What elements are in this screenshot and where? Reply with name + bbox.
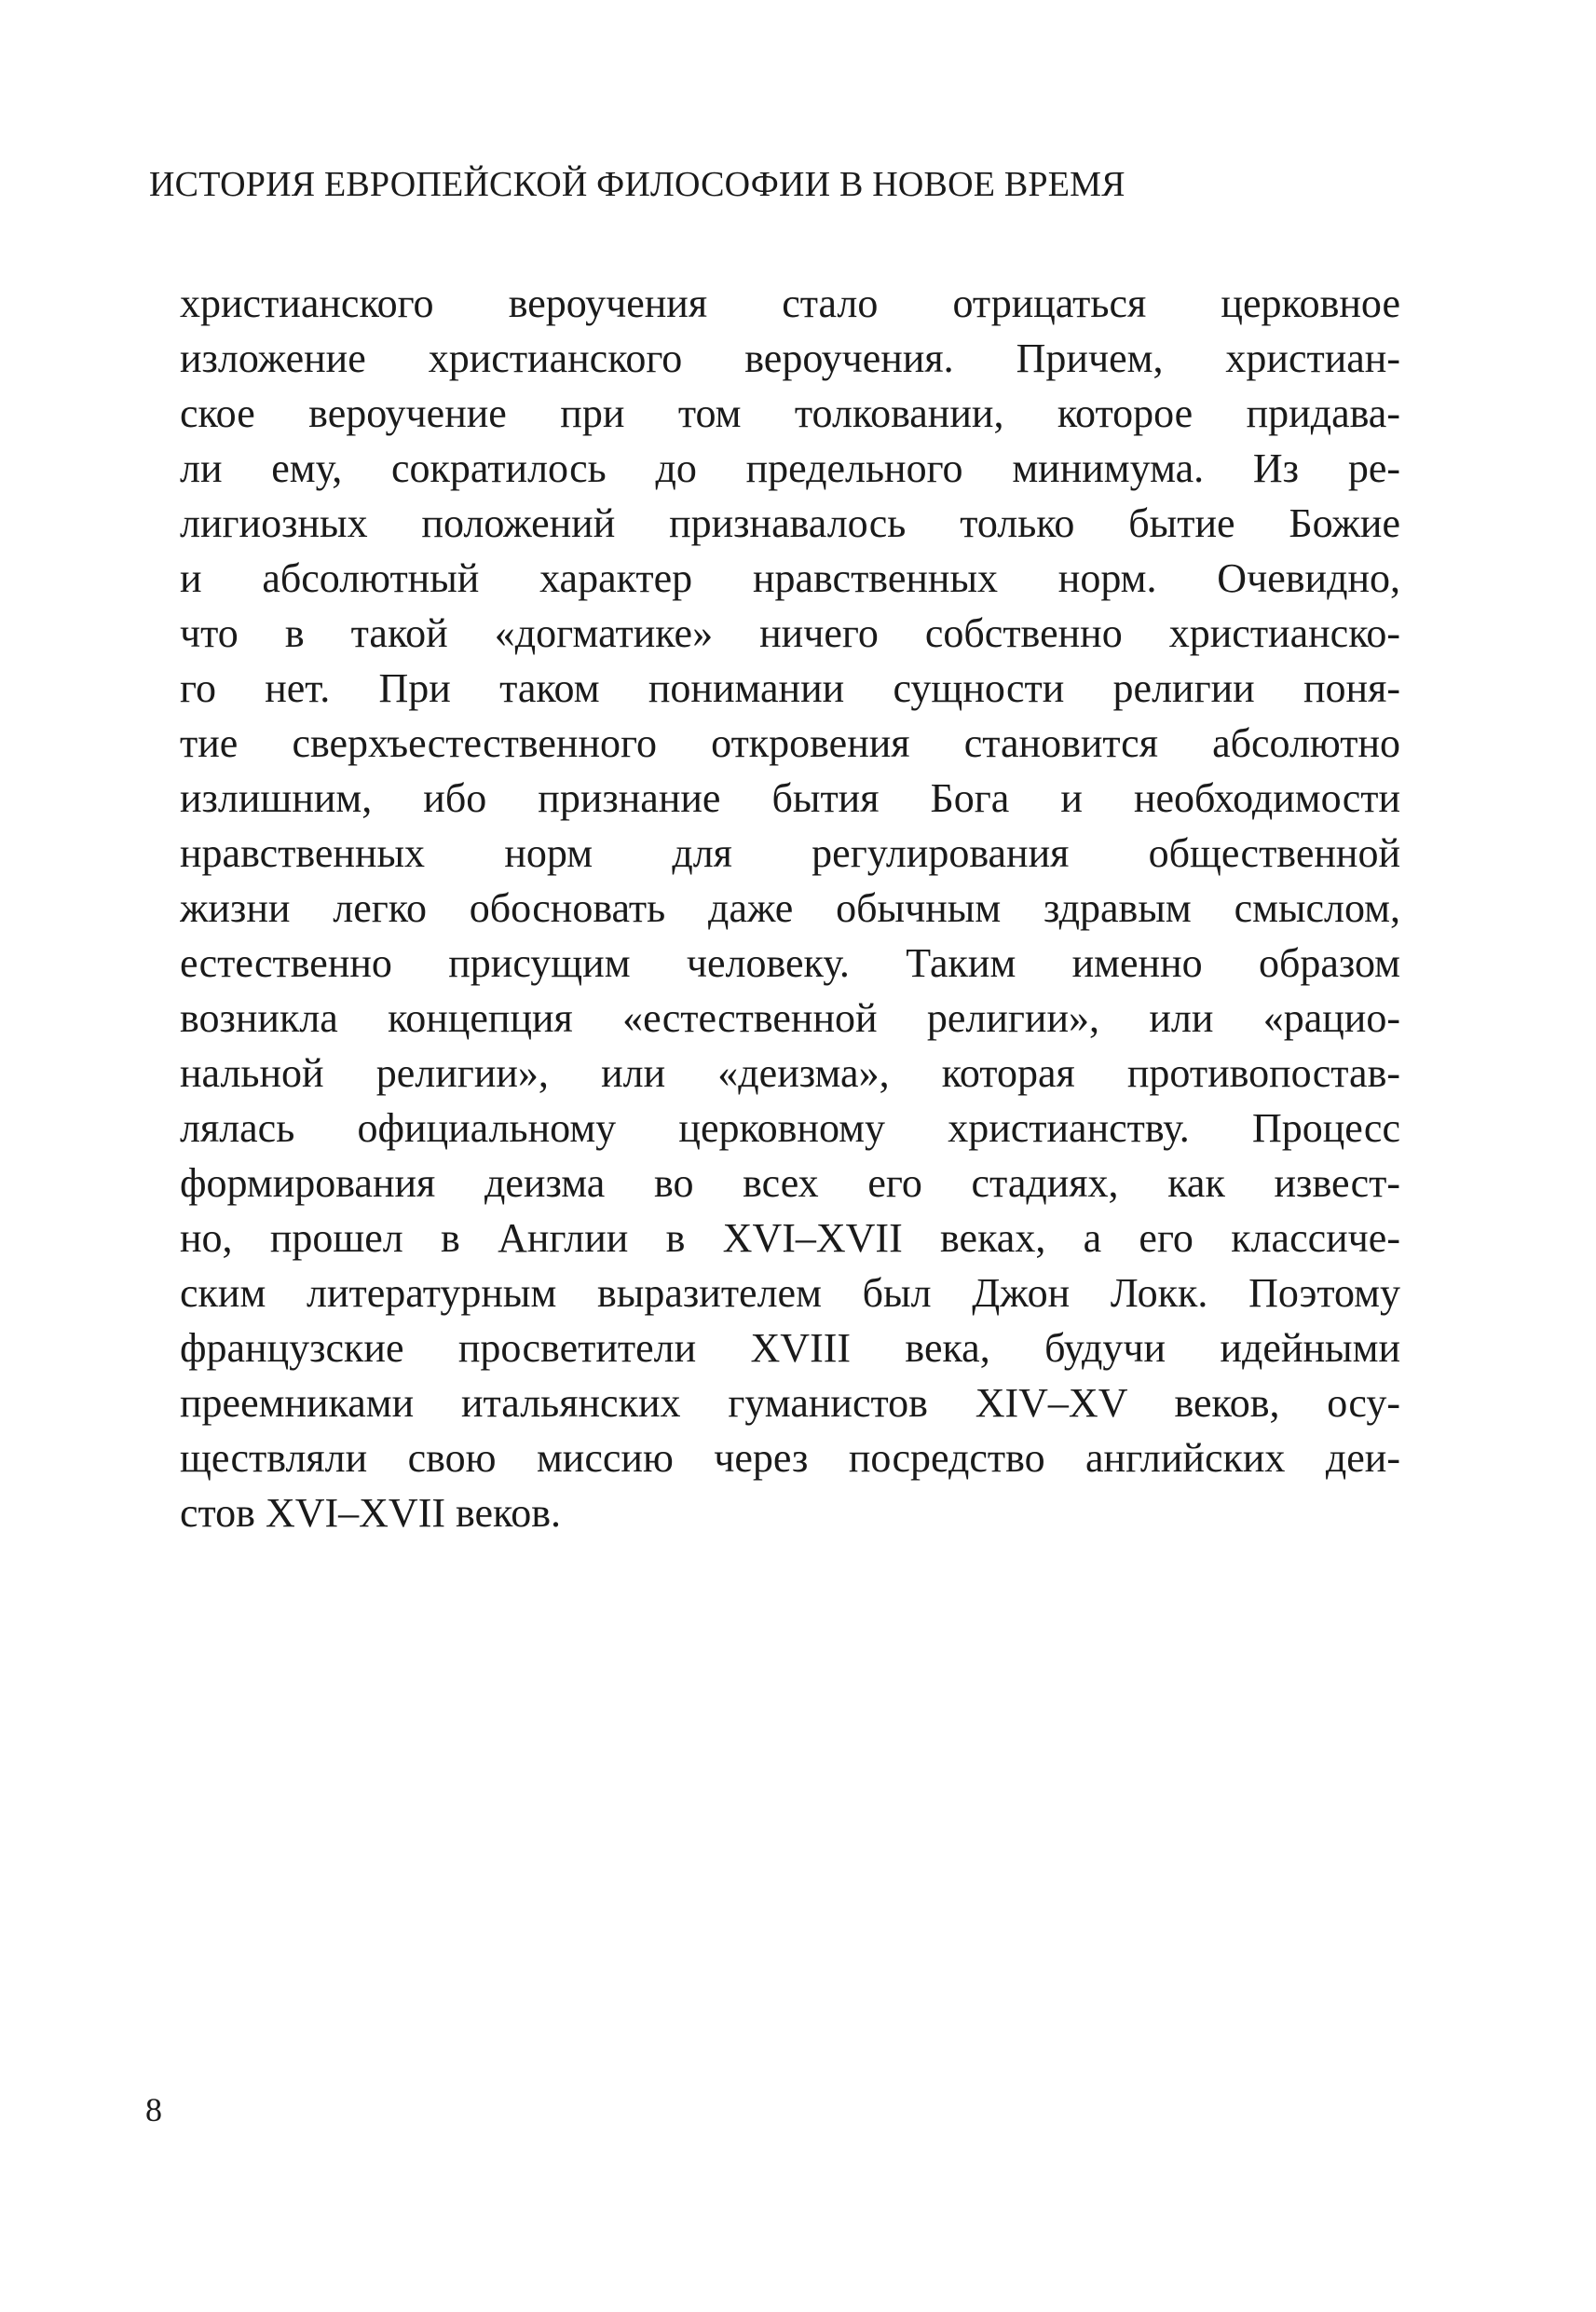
text-line: изложение христианского вероучения. Причем, христиан- — [180, 335, 1400, 381]
text-line: тие сверхъестественного откровения становится абсолютно — [180, 720, 1400, 766]
text-line: ским литературным выразителем был Джон Локк. Поэтому — [180, 1270, 1400, 1316]
text-line: естественно присущим человеку. Таким именно образом — [180, 940, 1400, 986]
text-line: ществляли свою миссию через посредство английских деи- — [180, 1435, 1400, 1481]
text-line: христианского вероучения стало отрицаться церковное — [180, 280, 1400, 326]
text-line: нальной религии», или «деизма», которая противопостав- — [180, 1050, 1400, 1096]
text-line: но, прошел в Англии в XVI–XVII веках, а его классиче- — [180, 1215, 1400, 1261]
text-line: преемниками итальянских гуманистов XIV–XV веков, осу- — [180, 1380, 1400, 1426]
text-line: и абсолютный характер нравственных норм. Очевидно, — [180, 555, 1400, 601]
text-line: лялась официальному церковному христианству. Процесс — [180, 1105, 1400, 1151]
text-line: го нет. При таком понимании сущности религии поня- — [180, 665, 1400, 711]
body-paragraph — [180, 276, 1400, 1540]
text-line: стов XVI–XVII веков. — [180, 1490, 561, 1536]
page-number: 8 — [145, 2091, 162, 2128]
text-line: излишним, ибо признание бытия Бога и необходимости — [180, 775, 1400, 821]
text-line: французские просветители XVIII века, будучи идейными — [180, 1325, 1400, 1371]
text-line: ское вероучение при том толковании, которое придава- — [180, 390, 1400, 436]
text-line: возникла концепция «естественной религии», или «рацио- — [180, 995, 1400, 1041]
text-line: нравственных норм для регулирования общественной — [180, 830, 1400, 876]
text-line: ли ему, сократилось до предельного минимума. Из ре- — [180, 445, 1400, 491]
running-header: ИСТОРИЯ ЕВРОПЕЙСКОЙ ФИЛОСОФИИ В НОВОЕ ВРЕМЯ — [149, 165, 1125, 204]
text-line: формирования деизма во всех его стадиях, как извест- — [180, 1160, 1400, 1206]
text-line: жизни легко обосновать даже обычным здравым смыслом, — [180, 885, 1400, 931]
text-line: лигиозных положений признавалось только бытие Божие — [180, 500, 1400, 546]
text-line: что в такой «догматике» ничего собственно христианско- — [180, 610, 1400, 656]
